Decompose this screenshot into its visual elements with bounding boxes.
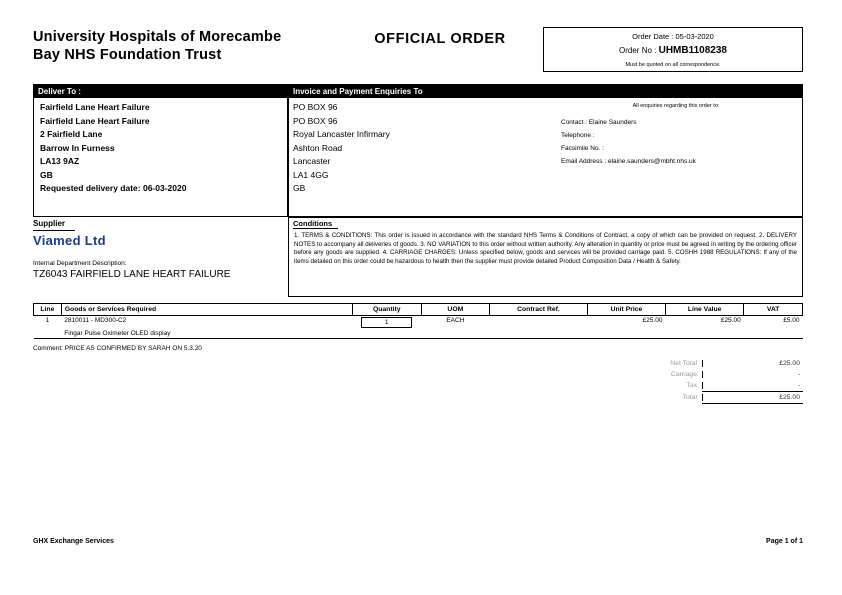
email-row [551,155,801,168]
tax-value: - [702,382,803,389]
address-line: GB [40,169,53,180]
contact-label: Contact : [561,119,588,126]
total-label: Total [682,394,697,401]
column-header-uom: UOM [421,304,489,316]
order-comment: Comment: PRICE AS CONFIRMED BY SARAH ON 5.3.20 [33,345,202,352]
supplier-label: Supplier [33,219,66,228]
address-line: Ashton Road [293,142,343,153]
cell-uom: EACH [446,317,465,324]
table-row [34,316,803,330]
quantity-value: 1 [361,317,412,328]
order-date-value: 05-03-2020 [675,32,714,41]
address-line: Fairfield Lane Heart Failure [40,115,150,126]
order-number-label: Order No : [619,46,657,55]
address-line: 2 Fairfield Lane [40,129,103,139]
enquiries-title: All enquiries regarding this order to: [632,103,720,109]
cell-unit-price: £25.00 [642,317,663,324]
cell-empty [587,329,665,339]
total-value: £25.00 [702,394,803,401]
organisation-name: University Hospitals of Morecambe Bay NHS Foundation Trust [33,29,282,63]
carriage-row [620,369,803,380]
footer-page-number: Page 1 of 1 [766,538,803,545]
cell-empty [744,329,803,339]
table-header-row [34,304,803,316]
cell-empty [352,329,421,339]
column-header-line-value: Line Value [666,304,744,316]
internal-department-value: TZ6043 FAIRFIELD LANE HEART FAILURE [33,269,231,280]
address-line: PO BOX 96 [293,115,338,126]
footer-provider: GHX Exchange Services [33,538,114,545]
telephone-row [551,129,801,142]
contact-row [551,116,801,129]
conditions-text: 1. TERMS & CONDITIONS: This order is issued in accordance with the standard NHS Terms & Conditions of Contract, a copy of which can be provided on request. 2. DELIVERY NOTES to accompany all deliveries of goods. 3. NO VARIATION to this order without written authority. Any alteration in quantity or price must be agreed in writing by the ordering officer before any goods are supplied. 4. CARRIAGE CHARGES: Unless specified below, goods and services will be provided carriage paid. 5. COSHH 1988 REGULATIONS: If any of the items detailed on this order could be hazardous to health then the supplier must provide detailed Product Composition Data / Health & Safety. [294,232,797,265]
deliver-to-address [34,98,287,199]
cell-line-number: 1 [45,317,50,324]
internal-department-label: Internal Department Description: [33,260,127,267]
tax-row [620,380,803,391]
column-header-line: Line [34,304,62,316]
tax-label: Tax [686,382,697,389]
invoice-address [293,101,548,196]
address-line: LA1 4GG [293,169,329,180]
column-header-quantity: Quantity [352,304,421,316]
address-line: PO BOX 96 [293,102,338,112]
line-items-table [33,303,803,339]
totals-bottom-divider [702,403,803,404]
net-total-row [620,358,803,369]
supplier-divider [33,230,75,231]
email-label: Email Address : [561,158,607,165]
order-number-value: UHMB1108238 [658,45,727,56]
enquiries-panel [551,100,801,168]
document-title: OFFICIAL ORDER [374,31,506,47]
address-line: Barrow In Furness [40,142,115,153]
net-total-value: £25.00 [702,360,803,367]
column-header-contract-ref: Contract Ref. [490,304,588,316]
address-line: Royal Lancaster Infirmary [293,129,390,139]
requested-delivery-date: Requested delivery date: 06-03-2020 [40,183,187,193]
totals-panel [620,358,803,404]
facsimile-row [551,142,801,155]
total-row [620,392,803,403]
order-note: Must be quoted on all correspondence. [625,62,721,68]
conditions-box [288,217,803,297]
cell-contract-ref [490,316,588,330]
telephone-label: Telephone : [561,132,595,139]
facsimile-label: Facsimile No. : [561,145,604,152]
cell-quantity [352,316,421,330]
cell-description-1: 2810011 - MD300-C2 [64,317,127,324]
order-number-row [544,45,802,56]
address-line: Fairfield Lane Heart Failure [40,102,150,112]
cell-vat: £5.00 [783,317,800,324]
supplier-name: Viamed Ltd [33,233,106,248]
table-row-description-continued [34,329,803,339]
order-date-row [544,32,802,41]
carriage-label: Carriage [670,371,697,378]
conditions-heading: Conditions [293,219,333,228]
column-header-unit-price: Unit Price [587,304,665,316]
email-value: elaine.saunders@mbht.nhs.uk [607,158,696,165]
cell-description-2: Fingar Pulse Oximeter OLED display [64,330,171,337]
address-line: LA13 9AZ [40,156,80,166]
address-line: Lancaster [293,156,331,166]
cell-empty [421,329,489,339]
invoice-enquiries-box [288,84,803,217]
address-line: GB [293,183,306,193]
column-header-description: Goods or Services Required [61,304,352,316]
invoice-body [289,98,802,216]
carriage-value: - [702,371,803,378]
cell-empty [666,329,744,339]
net-total-label: Net Total [670,360,697,367]
cell-line-value: £25.00 [720,317,741,324]
column-header-vat: VAT [744,304,803,316]
contact-value: Elaine Saunders [588,119,637,126]
cell-empty [490,329,588,339]
deliver-to-box [33,84,288,217]
deliver-to-heading: Deliver To : [34,85,287,98]
order-date-label: Order Date : [632,32,674,41]
invoice-heading: Invoice and Payment Enquiries To [289,85,802,98]
cell-empty [34,329,62,339]
